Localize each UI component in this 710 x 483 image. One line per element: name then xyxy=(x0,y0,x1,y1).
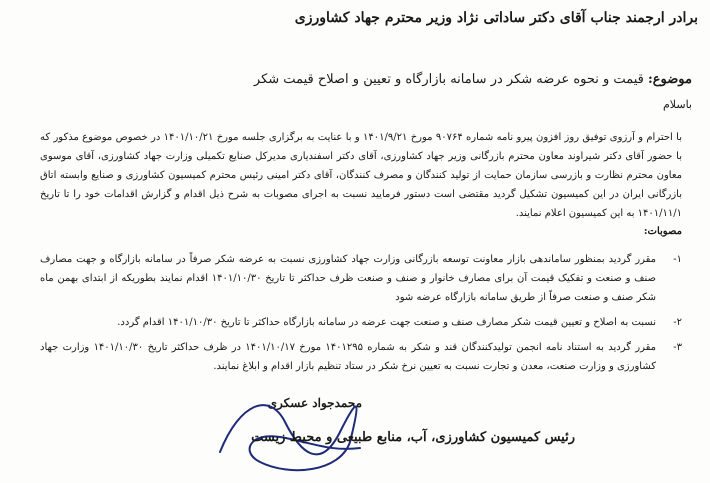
resolution-text: مقرر گردید به استناد نامه انجمن تولیدکنندگان قند و شکر به شماره ۱۴۰۱۲۹۵ مورخ ۱۴۰۱/۱۰/۱۷ در ظرف حداکثر تاریخ ۱۴۰۱/۱۰/۳۰ وزارت جهاد کشاورزی و وزارت صنعت، معدن و تجارت نسبت به تعیین نرخ شکر در ستاد تنظیم بازار اقدام و ابلاغ نمایند. xyxy=(40,342,657,372)
addressee-line: برادر ارجمند جناب آقای دکتر ساداتی نژاد وزیر محترم جهاد کشاورزی xyxy=(294,10,698,26)
resolution-item-3 xyxy=(40,338,682,376)
resolution-number: ۳- xyxy=(673,342,682,353)
resolution-number: ۲- xyxy=(673,317,682,328)
resolution-text: نسبت به اصلاح و تعیین قیمت شکر مصارف صنف و صنعت جهت عرضه در سامانه بازارگاه حداکثر تا تاریخ ۱۴۰۱/۱۰/۳۰ اقدام گردد. xyxy=(117,317,656,328)
subject-line xyxy=(60,72,692,87)
intro-paragraph: با احترام و آرزوی توفیق روز افزون پیرو نامه شماره ۹۰۷۶۴ مورخ ۱۴۰۱/۹/۲۱ و با عنایت به برگزاری جلسه مورخ ۱۴۰۱/۱۰/۲۱ در خصوص موضوع مذکور که با حضور آقای دکتر شیراوند معاون محترم بازرگانی وزیر جهاد کشاورزی، آقای دکتر اسفندیاری مدیرکل صنایع تکمیلی وزارت جهاد کشاورزی، آقای موسوی معاون محترم نظارت و بازرسی سازمان حمایت از تولید کنندگان و مصرف کنندگان، آقای دکتر امینی رئیس محترم کمیسیون کشاورزی و صنایع وابسته اتاق بازرگانی ایران در این کمیسیون تشکیل گردید مقتضی است دستور فرمایید نسبت به اجرای مصوبات به شرح ذیل اقدام و گزارش اقدامات خود را تا تاریخ ۱۴۰۱/۱۱/۱ به این کمیسیون اعلام نمایند. xyxy=(40,132,682,219)
salutation: باسلام xyxy=(662,98,692,111)
signer-name: محمدجواد عسکری xyxy=(267,396,362,410)
signer-title: رئیس کمیسیون کشاورزی، آب، منابع طبیعی و محیط زیست xyxy=(251,430,575,445)
resolutions-list xyxy=(40,250,682,382)
resolution-number: ۱- xyxy=(673,254,682,265)
subject-text: قیمت و نحوه عرضه شکر در سامانه بازارگاه و تعیین و اصلاح قیمت شکر xyxy=(253,72,644,87)
resolutions-title: مصوبات: xyxy=(643,226,682,237)
subject-label: موضوع: xyxy=(648,72,692,87)
resolution-item-2 xyxy=(40,313,682,332)
resolution-text: مقرر گردید بمنظور ساماندهی بازار معاونت توسعه بازرگانی وزارت جهاد کشاورزی نسبت به عرضه شکر صرفاً در سامانه بازارگاه و جهت مصارف صنف و صنعت و تفکیک قیمت آن برای مصارف خانوار و صنف و صنعت ظرف حداکثر تا تاریخ ۱۴۰۱/۱۰/۳۰ اقدام نمایند بطوریکه از ابتدای بهمن ماه شکر صنف و صنعت صرفاً از طریق سامانه بازارگاه عرضه شود xyxy=(40,254,656,303)
resolution-item-1 xyxy=(40,250,682,307)
